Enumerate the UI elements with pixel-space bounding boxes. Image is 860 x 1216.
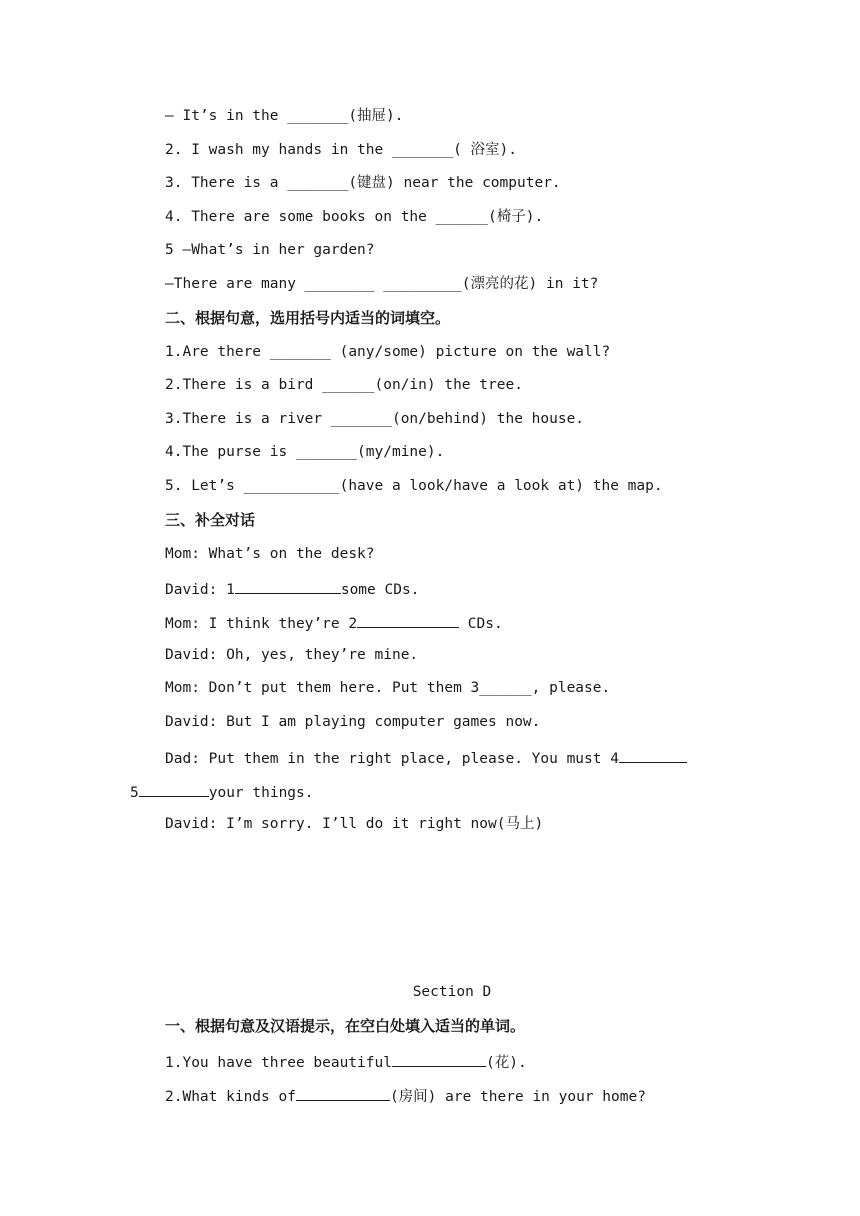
answer-blank [296, 1084, 390, 1101]
dialogue-text: some CDs. [340, 582, 420, 598]
question-line [165, 1050, 527, 1070]
question-text: (花). [485, 1055, 527, 1071]
answer-blank [235, 577, 341, 594]
dialogue-line: David: But I am playing computer games now. [165, 714, 541, 730]
question-line: 2. I wash my hands in the _______( 浴室). [165, 142, 518, 158]
question-line [165, 1084, 646, 1104]
question-line: 4.The purse is _______(my/mine). [165, 444, 445, 460]
dialogue-text: CDs. [459, 616, 503, 632]
answer-blank [357, 611, 459, 628]
answer-blank [619, 746, 687, 763]
answer-blank [392, 1050, 486, 1067]
dialogue-line [130, 780, 314, 800]
section-heading: 三、补全对话 [165, 511, 256, 529]
question-line: 1.Are there _______ (any/some) picture on the wall? [165, 344, 611, 360]
dialogue-line [165, 577, 419, 597]
answer-blank [139, 780, 209, 797]
dialogue-line [165, 611, 503, 631]
dialogue-text: David: 1 [165, 582, 235, 598]
dialogue-text: Mom: I think they’re 2 [165, 616, 358, 632]
question-text: (房间) are there in your home? [389, 1089, 646, 1105]
question-line: 3.There is a river _______(on/behind) the house. [165, 411, 585, 427]
dialogue-line: Mom: What’s on the desk? [165, 546, 375, 562]
dialogue-line [165, 746, 687, 766]
question-line: 5. Let’s ___________(have a look/have a look at) the map. [165, 478, 663, 494]
question-text: 2.What kinds of [165, 1089, 296, 1105]
question-line: —There are many ________ _________(漂亮的花) in it? [165, 276, 599, 292]
question-line: 4. There are some books on the ______(椅子). [165, 209, 544, 225]
dialogue-text: Dad: Put them in the right place, please. You must 4 [165, 751, 619, 767]
dialogue-text: 5 [130, 785, 139, 801]
question-text: 1.You have three beautiful [165, 1055, 392, 1071]
dialogue-line: Mom: Don’t put them here. Put them 3______, please. [165, 680, 611, 696]
question-line: 5 —What’s in her garden? [165, 242, 375, 258]
dialogue-line: David: Oh, yes, they’re mine. [165, 647, 419, 663]
question-line: 2.There is a bird ______(on/in) the tree. [165, 377, 523, 393]
question-line: — It’s in the _______(抽屉). [165, 108, 404, 124]
dialogue-text: your things. [208, 785, 314, 801]
question-line: 3. There is a _______(键盘) near the computer. [165, 175, 561, 191]
section-heading: 二、根据句意，选用括号内适当的词填空。 [165, 309, 451, 327]
section-heading: 一、根据句意及汉语提示，在空白处填入适当的单词。 [165, 1017, 526, 1035]
dialogue-line: David: I’m sorry. I’ll do it right now(马上) [165, 816, 544, 832]
section-title: Section D [412, 984, 492, 1000]
